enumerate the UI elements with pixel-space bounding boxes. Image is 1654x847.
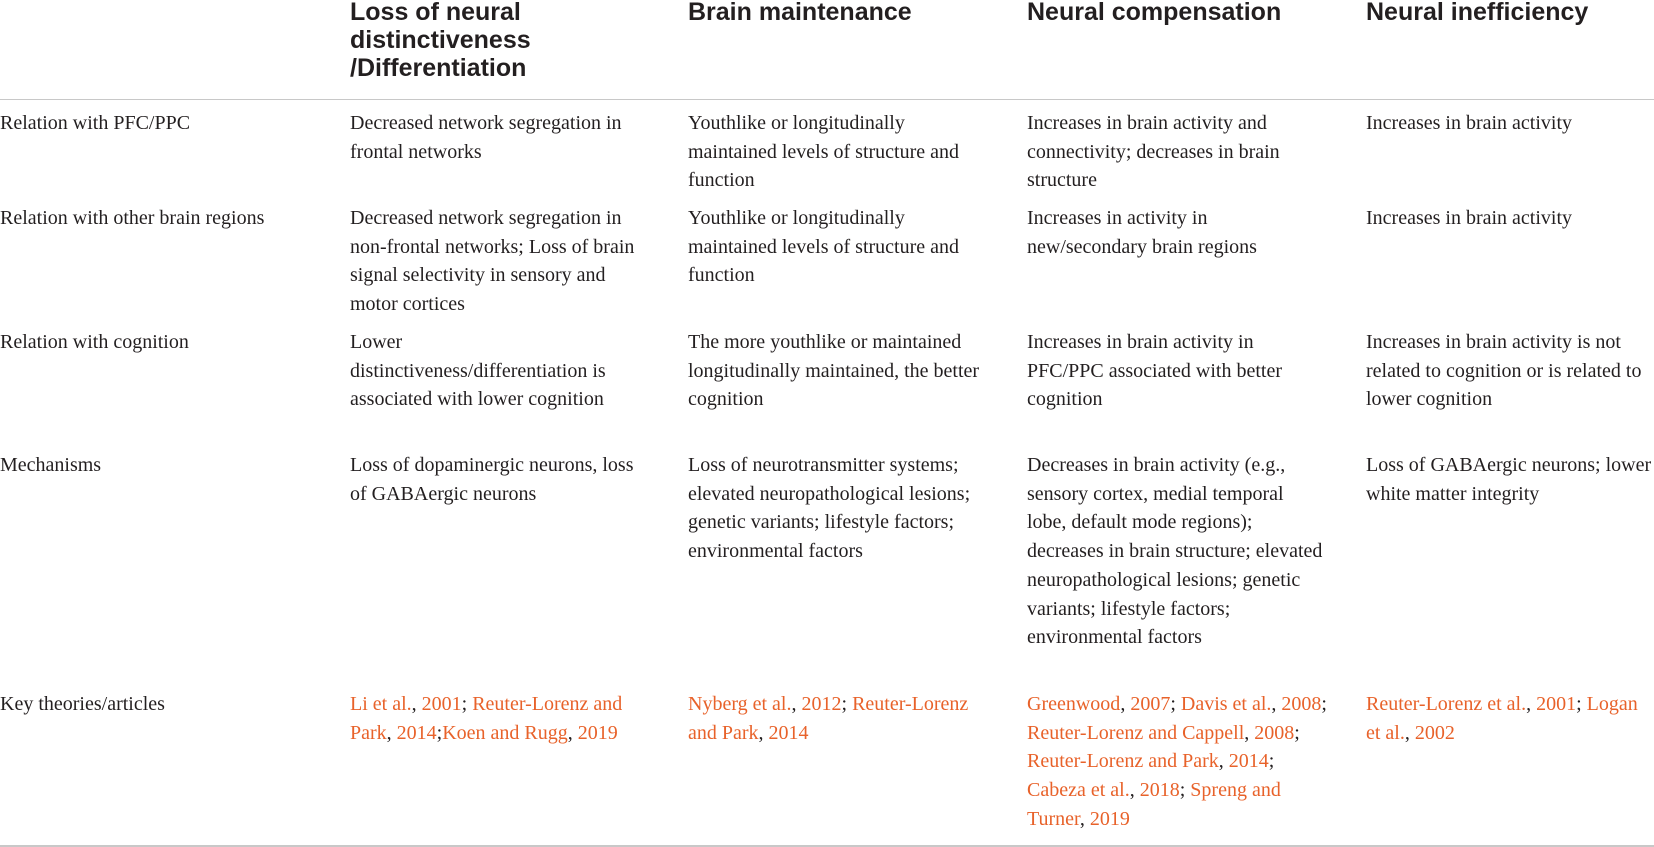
cell-compensation: Increases in activity in new/secondary brain regions [1027,207,1257,258]
cell-compensation: Decreases in brain activity (e.g., sensory cortex, medial temporal lobe, default mode regions); decreases in brain structure; elevated neuropathological lesions; genetic variants; lifestyle factors; environmental factors [1027,454,1323,649]
citation-separator: ; [1576,693,1587,715]
cell-distinctiveness: Lower distinctiveness/differentiation is associated with lower cognition [350,331,606,411]
citation-separator: , [1404,721,1415,744]
row-label: Mechanisms [0,454,102,476]
header-neural-inefficiency: Neural inefficiency [1366,0,1589,26]
cell-maintenance-refs [688,690,988,747]
cell-maintenance: Youthlike or longitudinally maintained levels of structure and function [688,112,960,192]
cell-inefficiency: Increases in brain activity is not related to cognition or is related to lower cognition [1366,331,1642,411]
citation-link[interactable]: Spreng and Turner [1027,779,1281,830]
citation-separator: , [1244,721,1255,744]
row-label: Relation with PFC/PPC [0,112,191,134]
cell-maintenance: The more youthlike or maintained longitudinally maintained, the better cognition [688,331,980,411]
citation-link[interactable]: 2008 [1254,721,1295,744]
citation-link[interactable]: 2012 [801,693,842,715]
citation-separator: , [567,721,578,744]
citation-link[interactable]: 2018 [1139,779,1180,802]
citation-link[interactable]: Reuter-Lorenz and Park [688,693,969,744]
citation-link[interactable]: Reuter-Lorenz et al. [1366,693,1527,715]
citation-link[interactable]: Greenwood [1027,693,1121,715]
citation-separator: , [1129,779,1140,802]
citation-link[interactable]: Nyberg et al. [688,693,792,715]
citation-link[interactable]: 2014 [1228,750,1269,773]
citation-link[interactable]: Reuter-Lorenz and Cappell [1027,721,1245,744]
citation-link[interactable]: Cabeza et al. [1027,779,1130,802]
header-neural-compensation: Neural compensation [1027,0,1282,26]
citation-separator: , [411,693,422,715]
cell-compensation: Increases in brain activity and connectivity; decreases in brain structure [1027,112,1280,192]
cell-distinctiveness: Loss of dopaminergic neurons, loss of GABAergic neurons [350,454,634,505]
cell-distinctiveness-refs [350,690,640,747]
citation-link[interactable]: 2014 [396,721,437,744]
citation-link[interactable]: Davis et al. [1180,693,1272,715]
cell-compensation: Increases in brain activity in PFC/PPC associated with better cognition [1027,331,1282,411]
cell-distinctiveness: Decreased network segregation in frontal networks [350,112,622,163]
citation-separator: , [1526,693,1537,715]
cell-maintenance: Youthlike or longitudinally maintained levels of structure and function [688,207,960,287]
citation-link[interactable]: 2008 [1281,693,1322,715]
citation-separator: ; [461,693,473,715]
citation-separator: , [791,693,802,715]
citation-separator: , [386,721,397,744]
citation-link[interactable]: Koen and Rugg [442,721,568,744]
citation-link[interactable]: 2001 [1536,693,1577,715]
citation-separator: ; [1294,721,1300,744]
citation-separator: ; [1179,779,1191,802]
header-loss-of-distinctiveness: Loss of neural distinctiveness /Differentiation [350,0,531,82]
cell-inefficiency: Increases in brain activity [1366,207,1573,229]
table-header [0,0,1654,100]
citation-separator: , [1271,693,1282,715]
citation-separator: ; [1321,693,1327,715]
cell-inefficiency-refs [1366,690,1654,747]
cell-compensation-refs [1027,690,1327,834]
citation-link[interactable]: 2007 [1130,693,1171,715]
citation-link[interactable]: 2002 [1414,721,1455,744]
citation-link[interactable]: Logan et al. [1366,693,1638,744]
row-label: Key theories/articles [0,693,165,715]
row-label: Relation with other brain regions [0,207,265,229]
citation-separator: ; [1170,693,1181,715]
citation-separator: , [1079,807,1090,830]
row-label: Relation with cognition [0,331,189,353]
cell-distinctiveness: Decreased network segregation in non-frontal networks; Loss of brain signal selectivity in sensory and motor cortices [350,207,635,316]
citation-separator: , [1218,750,1229,773]
citation-link[interactable]: Reuter-Lorenz and Park [350,693,623,744]
citation-link[interactable]: 2014 [768,721,809,744]
citation-separator: , [758,721,769,744]
citation-link[interactable]: Li et al. [350,693,412,715]
cell-inefficiency: Loss of GABAergic neurons; lower white matter integrity [1366,454,1652,505]
cell-inefficiency: Increases in brain activity [1366,112,1573,134]
citation-separator: ; [841,693,853,715]
citation-link[interactable]: 2019 [577,721,618,744]
citation-link[interactable]: 2019 [1089,807,1130,830]
citation-link[interactable]: 2001 [421,693,462,715]
citation-separator: ; [1268,750,1275,773]
citation-separator: , [1120,693,1131,715]
table-bottom-rule [0,845,1654,847]
citation-link[interactable]: Reuter-Lorenz and Park [1027,750,1219,773]
header-brain-maintenance: Brain maintenance [688,0,912,26]
citation-separator: ; [436,721,443,744]
cell-maintenance: Loss of neurotransmitter systems; elevated neuropathological lesions; genetic variants; lifestyle factors; environmental factors [688,454,971,563]
